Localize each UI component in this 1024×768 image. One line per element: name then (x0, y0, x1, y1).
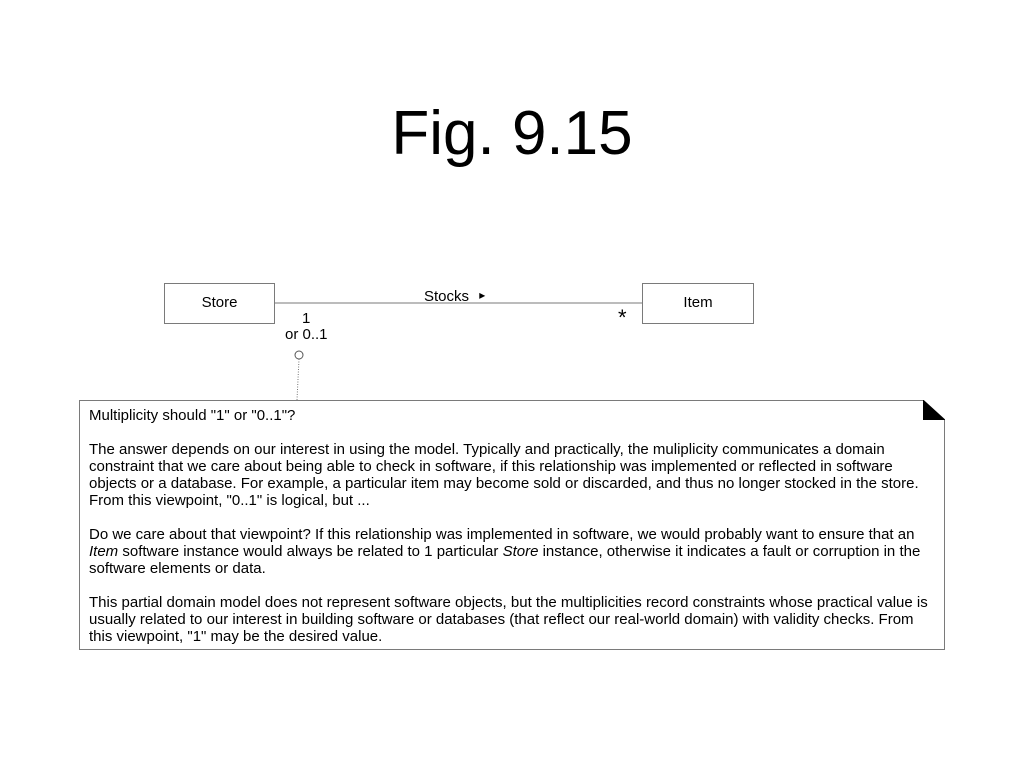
note-para2-store: Store (502, 543, 539, 560)
class-name-store: Store (201, 294, 238, 311)
multiplicity-store-line2: or 0..1 (285, 326, 328, 343)
note-para2-text-b: software instance would always be related to 1 particular (118, 543, 503, 560)
class-name-item: Item (683, 294, 713, 311)
association-label (424, 287, 485, 305)
note-anchor-circle (295, 351, 303, 359)
note-paragraph-1: The answer depends on our interest in using the model. Typically and practically, the muliplicity communicates a domain constraint that we care about being able to check in software, if this relationship was implemented or reflected in software objects or a database. For example, a particular item may become sold or discarded, and thus no longer stocked in the store. From this viewpoint, "0..1" is logical, but ... (89, 441, 919, 509)
note-heading: Multiplicity should "1" or "0..1"? (89, 407, 296, 424)
class-box-store (164, 283, 275, 324)
multiplicity-item: * (618, 305, 627, 330)
class-box-item (642, 283, 754, 324)
uml-note (79, 400, 945, 650)
note-paragraph-2 (89, 526, 935, 577)
direction-arrow-icon: ▸ (479, 288, 486, 302)
note-corner-fold-icon (923, 400, 945, 420)
note-para2-text-c: instance, otherwise it indicates a fault or corruption in the software elements or data. (89, 543, 921, 577)
association-name: Stocks (424, 288, 470, 305)
note-anchor-line (297, 359, 299, 400)
note-para2-item: Item (89, 543, 119, 560)
multiplicity-store-line1: 1 (302, 310, 311, 327)
note-para2-text-a: Do we care about that viewpoint? If this relationship was implemented in software, we would probably want to ensure that an (89, 526, 915, 543)
note-paragraph-3: This partial domain model does not represent software objects, but the multiplicities record constraints whose practical value is usually related to our interest in building software or databases (that reflect our real-world domain) with validity checks. From this viewpoint, "1" may be the desired value. (89, 594, 928, 645)
slide-title: Fig. 9.15 (391, 99, 633, 168)
